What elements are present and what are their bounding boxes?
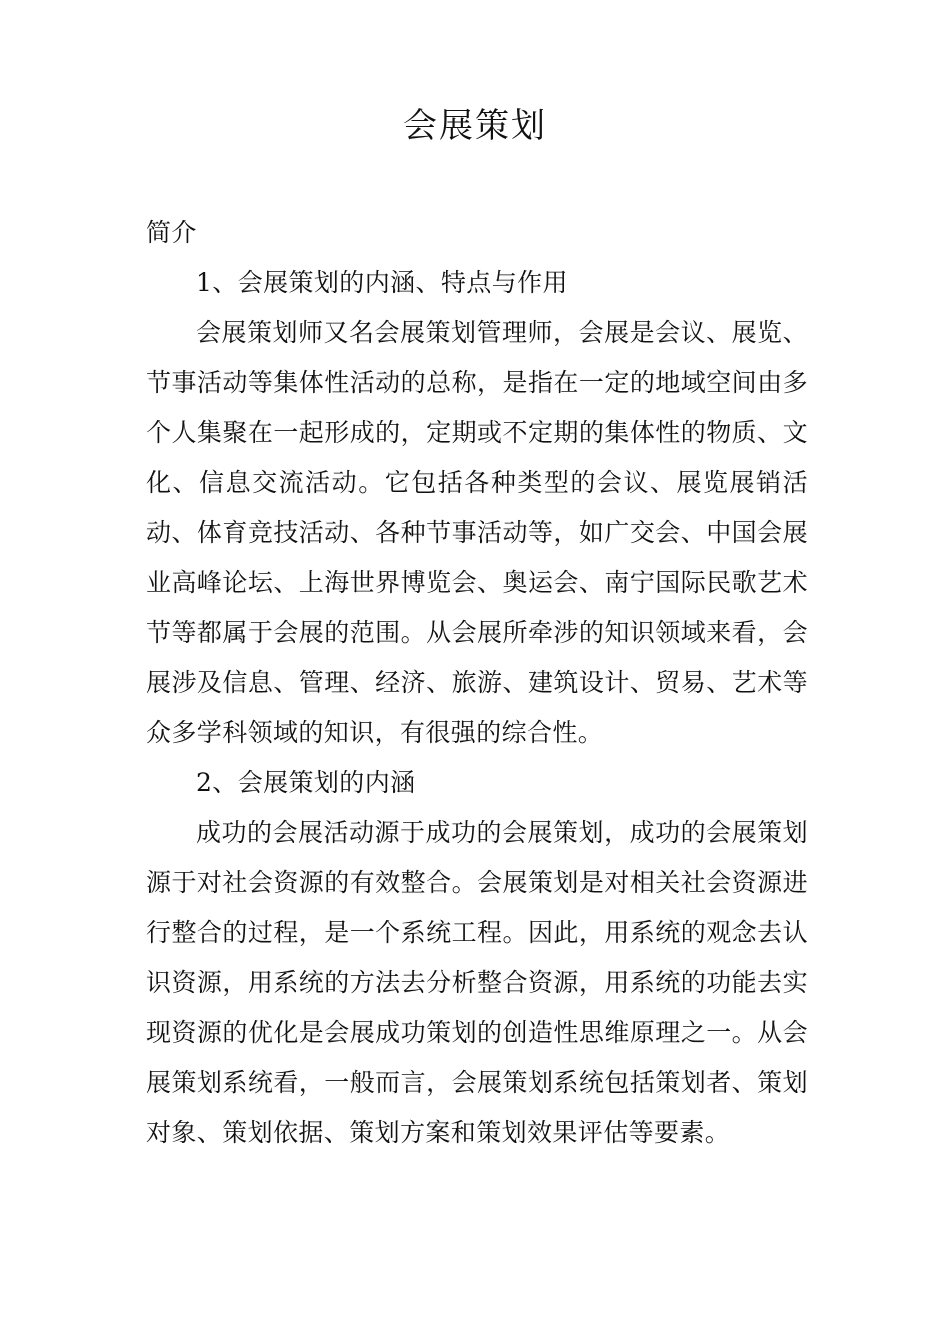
document-body bbox=[146, 208, 808, 1158]
document-title: 会展策划 bbox=[403, 106, 547, 146]
section-heading-1: 1、会展策划的内涵、特点与作用 bbox=[196, 268, 568, 297]
section-label: 简介 bbox=[146, 218, 197, 247]
paragraph-2: 成功的会展活动源于成功的会展策划，成功的会展策划源于对社会资源的有效整合。会展策划是对相关社会资源进行整合的过程，是一个系统工程。因此，用系统的观念去认识资源，用系统的方法去分析整合资源，用系统的功能去实现资源的优化是会展成功策划的创造性思维原理之一。从会展策划系统看，一般而言，会展策划系统包括策划者、策划对象、策划依据、策划方案和策划效果评估等要素。 bbox=[146, 818, 808, 1147]
paragraph-1: 会展策划师又名会展策划管理师，会展是会议、展览、节事活动等集体性活动的总称，是指在一定的地域空间由多个人集聚在一起形成的，定期或不定期的集体性的物质、文化、信息交流活动。它包括各种类型的会议、展览展销活动、体育竞技活动、各种节事活动等，如广交会、中国会展业高峰论坛、上海世界博览会、奥运会、南宁国际民歌艺术节等都属于会展的范围。从会展所牵涉的知识领域来看，会展涉及信息、管理、经济、旅游、建筑设计、贸易、艺术等众多学科领域的知识，有很强的综合性。 bbox=[146, 318, 808, 747]
section-heading-2: 2、会展策划的内涵 bbox=[196, 768, 416, 797]
